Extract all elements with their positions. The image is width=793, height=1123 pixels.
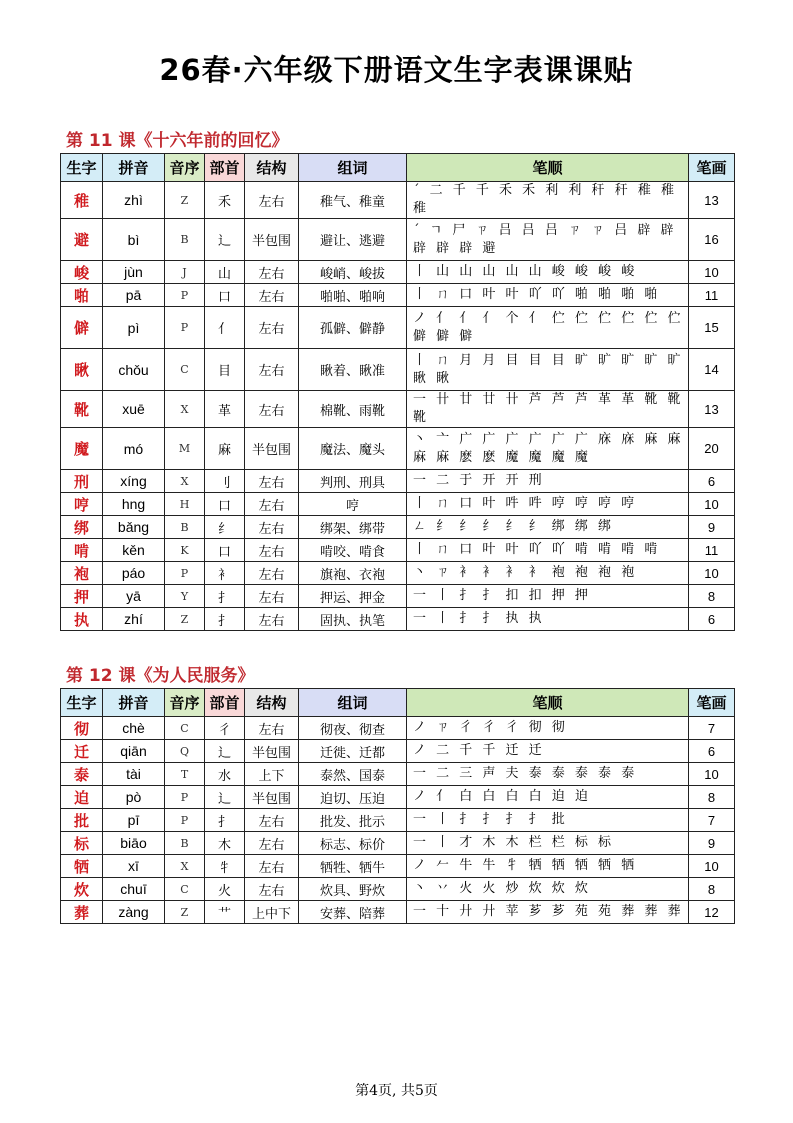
table-row bbox=[61, 284, 735, 307]
row-stroke-order: ノ 亻 白 白 白 白 迫 迫 bbox=[407, 786, 689, 809]
row-stroke-count: 15 bbox=[689, 307, 735, 349]
row-structure: 左右 bbox=[245, 307, 299, 349]
table-row bbox=[61, 717, 735, 740]
row-structure: 左右 bbox=[245, 470, 299, 493]
row-pinyin: zàng bbox=[103, 901, 165, 924]
row-structure: 左右 bbox=[245, 608, 299, 631]
table-header-row bbox=[61, 689, 735, 717]
row-pinyin: bì bbox=[103, 219, 165, 261]
row-structure: 半包围 bbox=[245, 428, 299, 470]
row-pinyin: chǒu bbox=[103, 349, 165, 391]
row-order: Q bbox=[165, 740, 205, 763]
row-radical: 火 bbox=[205, 878, 245, 901]
row-order: Z bbox=[165, 608, 205, 631]
row-words: 安葬、陪葬 bbox=[299, 901, 407, 924]
table-row bbox=[61, 307, 735, 349]
row-char: 峻 bbox=[61, 261, 103, 284]
row-radical: 山 bbox=[205, 261, 245, 284]
row-pinyin: kěn bbox=[103, 539, 165, 562]
header-stroke-order: 笔顺 bbox=[407, 154, 689, 182]
row-stroke-order: 一 丨 才 木 木 栏 栏 标 标 bbox=[407, 832, 689, 855]
row-structure: 左右 bbox=[245, 717, 299, 740]
row-pinyin: jùn bbox=[103, 261, 165, 284]
table-row bbox=[61, 585, 735, 608]
row-radical: 水 bbox=[205, 763, 245, 786]
row-stroke-order: ノ 亻 亻 亻 个 亻 伫 伫 伫 伫 伫 伫 僻 僻 僻 bbox=[407, 307, 689, 349]
row-stroke-count: 14 bbox=[689, 349, 735, 391]
row-pinyin: pī bbox=[103, 809, 165, 832]
row-order: P bbox=[165, 809, 205, 832]
row-structure: 半包围 bbox=[245, 219, 299, 261]
row-stroke-order: 一 丨 扌 扌 执 执 bbox=[407, 608, 689, 631]
row-radical: 禾 bbox=[205, 182, 245, 219]
row-stroke-order: 丨 ㄇ 口 叶 叶 吖 吖 啪 啪 啪 啪 bbox=[407, 284, 689, 307]
header-char: 生字 bbox=[61, 689, 103, 717]
row-char: 彻 bbox=[61, 717, 103, 740]
table-row bbox=[61, 428, 735, 470]
row-words: 押运、押金 bbox=[299, 585, 407, 608]
row-radical: 口 bbox=[205, 493, 245, 516]
table-row bbox=[61, 901, 735, 924]
lesson-title-12: 第 12 课《为人民服务》 bbox=[66, 666, 255, 686]
row-pinyin: mó bbox=[103, 428, 165, 470]
row-words: 绑架、绑带 bbox=[299, 516, 407, 539]
header-pinyin: 拼音 bbox=[103, 689, 165, 717]
row-char: 押 bbox=[61, 585, 103, 608]
table-row bbox=[61, 809, 735, 832]
row-stroke-order: 一 十 廾 廾 苹 芗 芗 苑 苑 葬 葬 葬 bbox=[407, 901, 689, 924]
row-order: C bbox=[165, 717, 205, 740]
row-words: 批发、批示 bbox=[299, 809, 407, 832]
row-stroke-count: 11 bbox=[689, 284, 735, 307]
row-order: P bbox=[165, 562, 205, 585]
row-order: Y bbox=[165, 585, 205, 608]
row-stroke-count: 10 bbox=[689, 855, 735, 878]
row-order: B bbox=[165, 516, 205, 539]
table-row bbox=[61, 786, 735, 809]
row-order: J bbox=[165, 261, 205, 284]
page-title: 26春·六年级下册语文生字表课课贴 bbox=[159, 53, 634, 87]
row-char: 绑 bbox=[61, 516, 103, 539]
row-stroke-count: 10 bbox=[689, 493, 735, 516]
row-radical: 扌 bbox=[205, 585, 245, 608]
header-char: 生字 bbox=[61, 154, 103, 182]
row-radical: 口 bbox=[205, 539, 245, 562]
row-structure: 左右 bbox=[245, 809, 299, 832]
row-structure: 上下 bbox=[245, 763, 299, 786]
header-structure: 结构 bbox=[245, 154, 299, 182]
row-order: Z bbox=[165, 901, 205, 924]
row-pinyin: pò bbox=[103, 786, 165, 809]
row-stroke-order: 丶 丷 火 火 炒 炊 炊 炊 bbox=[407, 878, 689, 901]
header-structure: 结构 bbox=[245, 689, 299, 717]
row-words: 判刑、刑具 bbox=[299, 470, 407, 493]
row-radical: 目 bbox=[205, 349, 245, 391]
row-stroke-order: ㄥ 纟 纟 纟 纟 纟 绑 绑 绑 bbox=[407, 516, 689, 539]
row-radical: 彳 bbox=[205, 717, 245, 740]
row-order: X bbox=[165, 391, 205, 428]
table-row bbox=[61, 878, 735, 901]
row-char: 标 bbox=[61, 832, 103, 855]
row-stroke-count: 13 bbox=[689, 391, 735, 428]
row-stroke-count: 10 bbox=[689, 261, 735, 284]
table-row bbox=[61, 608, 735, 631]
row-stroke-count: 8 bbox=[689, 585, 735, 608]
table-row bbox=[61, 740, 735, 763]
row-words: 标志、标价 bbox=[299, 832, 407, 855]
row-pinyin: páo bbox=[103, 562, 165, 585]
row-pinyin: qiān bbox=[103, 740, 165, 763]
row-char: 批 bbox=[61, 809, 103, 832]
row-radical: 辶 bbox=[205, 786, 245, 809]
row-char: 僻 bbox=[61, 307, 103, 349]
header-stroke-count: 笔画 bbox=[689, 689, 735, 717]
row-stroke-order: ノ 𠂉 牛 牛 牜 牺 牺 牺 牺 牺 bbox=[407, 855, 689, 878]
row-order: Z bbox=[165, 182, 205, 219]
row-char: 泰 bbox=[61, 763, 103, 786]
row-structure: 左右 bbox=[245, 391, 299, 428]
row-char: 执 bbox=[61, 608, 103, 631]
row-words: 旗袍、衣袍 bbox=[299, 562, 407, 585]
row-char: 哼 bbox=[61, 493, 103, 516]
row-order: B bbox=[165, 832, 205, 855]
row-order: M bbox=[165, 428, 205, 470]
row-structure: 半包围 bbox=[245, 740, 299, 763]
row-stroke-order: 丶 亠 广 广 广 广 广 广 庥 庥 麻 麻 麻 麻 麽 麽 魔 魔 魔 魔 bbox=[407, 428, 689, 470]
lesson-title-11: 第 11 课《十六年前的回忆》 bbox=[66, 131, 289, 151]
row-words: 孤僻、僻静 bbox=[299, 307, 407, 349]
row-stroke-count: 6 bbox=[689, 740, 735, 763]
table-row bbox=[61, 763, 735, 786]
row-radical: 麻 bbox=[205, 428, 245, 470]
row-radical: 亻 bbox=[205, 307, 245, 349]
row-structure: 左右 bbox=[245, 832, 299, 855]
row-words: 迁徙、迁都 bbox=[299, 740, 407, 763]
row-words: 啪啪、啪响 bbox=[299, 284, 407, 307]
row-radical: 木 bbox=[205, 832, 245, 855]
row-order: K bbox=[165, 539, 205, 562]
row-words: 峻峭、峻拔 bbox=[299, 261, 407, 284]
row-stroke-count: 6 bbox=[689, 470, 735, 493]
row-order: H bbox=[165, 493, 205, 516]
table-row bbox=[61, 470, 735, 493]
row-char: 刑 bbox=[61, 470, 103, 493]
row-structure: 左右 bbox=[245, 284, 299, 307]
row-words: 彻夜、彻查 bbox=[299, 717, 407, 740]
row-pinyin: hng bbox=[103, 493, 165, 516]
row-words: 棉靴、雨靴 bbox=[299, 391, 407, 428]
row-stroke-count: 9 bbox=[689, 832, 735, 855]
row-pinyin: xī bbox=[103, 855, 165, 878]
row-pinyin: zhí bbox=[103, 608, 165, 631]
row-words: 固执、执笔 bbox=[299, 608, 407, 631]
row-radical: 衤 bbox=[205, 562, 245, 585]
row-stroke-count: 10 bbox=[689, 562, 735, 585]
row-char: 靴 bbox=[61, 391, 103, 428]
row-stroke-order: ˊ ㄱ 尸 ㄗ 吕 吕 吕 ㄗ ㄗ 吕 辟 辟 辟 辟 辟 避 bbox=[407, 219, 689, 261]
table-row bbox=[61, 261, 735, 284]
header-stroke-order: 笔顺 bbox=[407, 689, 689, 717]
row-radical: 辶 bbox=[205, 740, 245, 763]
row-stroke-order: 一 丨 扌 扌 扌 扌 批 bbox=[407, 809, 689, 832]
row-char: 啪 bbox=[61, 284, 103, 307]
page-footer: 第4页, 共5页 bbox=[355, 1083, 438, 1099]
row-words: 牺牲、牺牛 bbox=[299, 855, 407, 878]
row-stroke-order: 一 二 于 开 开 刑 bbox=[407, 470, 689, 493]
row-pinyin: zhì bbox=[103, 182, 165, 219]
header-stroke-count: 笔画 bbox=[689, 154, 735, 182]
row-order: P bbox=[165, 307, 205, 349]
header-pinyin: 拼音 bbox=[103, 154, 165, 182]
table-row bbox=[61, 349, 735, 391]
row-radical: 扌 bbox=[205, 608, 245, 631]
row-stroke-order: 丶 ㄗ 衤 衤 衤 衤 袍 袍 袍 袍 bbox=[407, 562, 689, 585]
row-order: P bbox=[165, 284, 205, 307]
row-radical: 革 bbox=[205, 391, 245, 428]
table-row bbox=[61, 855, 735, 878]
table-row bbox=[61, 832, 735, 855]
row-stroke-count: 7 bbox=[689, 717, 735, 740]
row-pinyin: biāo bbox=[103, 832, 165, 855]
row-char: 袍 bbox=[61, 562, 103, 585]
row-char: 葬 bbox=[61, 901, 103, 924]
row-order: X bbox=[165, 855, 205, 878]
row-structure: 左右 bbox=[245, 855, 299, 878]
row-order: C bbox=[165, 878, 205, 901]
row-stroke-count: 16 bbox=[689, 219, 735, 261]
row-stroke-count: 11 bbox=[689, 539, 735, 562]
row-structure: 上中下 bbox=[245, 901, 299, 924]
row-words: 迫切、压迫 bbox=[299, 786, 407, 809]
row-radical: 辶 bbox=[205, 219, 245, 261]
row-stroke-count: 12 bbox=[689, 901, 735, 924]
row-pinyin: tài bbox=[103, 763, 165, 786]
row-order: X bbox=[165, 470, 205, 493]
row-stroke-count: 6 bbox=[689, 608, 735, 631]
row-char: 瞅 bbox=[61, 349, 103, 391]
row-order: T bbox=[165, 763, 205, 786]
table-row bbox=[61, 182, 735, 219]
row-words: 避让、逃避 bbox=[299, 219, 407, 261]
row-pinyin: pì bbox=[103, 307, 165, 349]
row-words: 啃咬、啃食 bbox=[299, 539, 407, 562]
table-row bbox=[61, 562, 735, 585]
table-row bbox=[61, 493, 735, 516]
row-radical: 牜 bbox=[205, 855, 245, 878]
row-char: 炊 bbox=[61, 878, 103, 901]
table-row bbox=[61, 516, 735, 539]
row-stroke-count: 20 bbox=[689, 428, 735, 470]
row-words: 炊具、野炊 bbox=[299, 878, 407, 901]
row-radical: 纟 bbox=[205, 516, 245, 539]
row-radical: 口 bbox=[205, 284, 245, 307]
row-pinyin: chè bbox=[103, 717, 165, 740]
row-char: 避 bbox=[61, 219, 103, 261]
row-stroke-order: 一 卄 廿 廿 卄 芦 芦 芦 革 革 靴 靴 靴 bbox=[407, 391, 689, 428]
row-structure: 左右 bbox=[245, 493, 299, 516]
row-stroke-order: ˊ 二 千 千 禾 禾 利 利 秆 秆 稚 稚 稚 bbox=[407, 182, 689, 219]
row-order: B bbox=[165, 219, 205, 261]
row-words: 魔法、魔头 bbox=[299, 428, 407, 470]
row-pinyin: pā bbox=[103, 284, 165, 307]
character-table-lesson-11 bbox=[60, 153, 735, 631]
row-radical: 艹 bbox=[205, 901, 245, 924]
row-stroke-order: 丨 ㄇ 月 月 目 目 目 旷 旷 旷 旷 旷 瞅 瞅 bbox=[407, 349, 689, 391]
row-order: P bbox=[165, 786, 205, 809]
row-radical: 刂 bbox=[205, 470, 245, 493]
row-char: 稚 bbox=[61, 182, 103, 219]
row-words: 泰然、国泰 bbox=[299, 763, 407, 786]
row-pinyin: chuī bbox=[103, 878, 165, 901]
row-structure: 左右 bbox=[245, 182, 299, 219]
row-pinyin: xuē bbox=[103, 391, 165, 428]
row-stroke-order: 丨 山 山 山 山 山 峻 峻 峻 峻 bbox=[407, 261, 689, 284]
row-stroke-order: 丨 ㄇ 口 叶 叶 吖 吖 啃 啃 啃 啃 bbox=[407, 539, 689, 562]
header-order: 音序 bbox=[165, 689, 205, 717]
row-stroke-order: ノ ㄗ 彳 彳 彳 彻 彻 bbox=[407, 717, 689, 740]
row-structure: 半包围 bbox=[245, 786, 299, 809]
row-structure: 左右 bbox=[245, 562, 299, 585]
row-stroke-count: 9 bbox=[689, 516, 735, 539]
header-words: 组词 bbox=[299, 689, 407, 717]
row-stroke-order: 一 丨 扌 扌 扣 扣 押 押 bbox=[407, 585, 689, 608]
row-stroke-count: 8 bbox=[689, 786, 735, 809]
row-pinyin: bǎng bbox=[103, 516, 165, 539]
row-words: 哼 bbox=[299, 493, 407, 516]
row-pinyin: yā bbox=[103, 585, 165, 608]
header-order: 音序 bbox=[165, 154, 205, 182]
table-row bbox=[61, 391, 735, 428]
row-words: 瞅着、瞅准 bbox=[299, 349, 407, 391]
row-structure: 左右 bbox=[245, 878, 299, 901]
table-row bbox=[61, 219, 735, 261]
character-table-lesson-12 bbox=[60, 688, 735, 924]
row-stroke-order: 一 二 三 声 夫 泰 泰 泰 泰 泰 bbox=[407, 763, 689, 786]
row-stroke-count: 7 bbox=[689, 809, 735, 832]
row-structure: 左右 bbox=[245, 539, 299, 562]
row-structure: 左右 bbox=[245, 585, 299, 608]
row-stroke-count: 13 bbox=[689, 182, 735, 219]
row-char: 啃 bbox=[61, 539, 103, 562]
table-header-row bbox=[61, 154, 735, 182]
row-structure: 左右 bbox=[245, 349, 299, 391]
header-words: 组词 bbox=[299, 154, 407, 182]
row-stroke-count: 10 bbox=[689, 763, 735, 786]
row-pinyin: xíng bbox=[103, 470, 165, 493]
table-row bbox=[61, 539, 735, 562]
row-structure: 左右 bbox=[245, 516, 299, 539]
row-char: 迁 bbox=[61, 740, 103, 763]
row-structure: 左右 bbox=[245, 261, 299, 284]
header-radical: 部首 bbox=[205, 689, 245, 717]
row-char: 魔 bbox=[61, 428, 103, 470]
row-radical: 扌 bbox=[205, 809, 245, 832]
row-stroke-order: 丨 ㄇ 口 叶 吽 吽 哼 哼 哼 哼 bbox=[407, 493, 689, 516]
row-words: 稚气、稚童 bbox=[299, 182, 407, 219]
row-stroke-count: 8 bbox=[689, 878, 735, 901]
row-char: 迫 bbox=[61, 786, 103, 809]
row-char: 牺 bbox=[61, 855, 103, 878]
row-order: C bbox=[165, 349, 205, 391]
row-stroke-order: ノ 二 千 千 迁 迁 bbox=[407, 740, 689, 763]
header-radical: 部首 bbox=[205, 154, 245, 182]
